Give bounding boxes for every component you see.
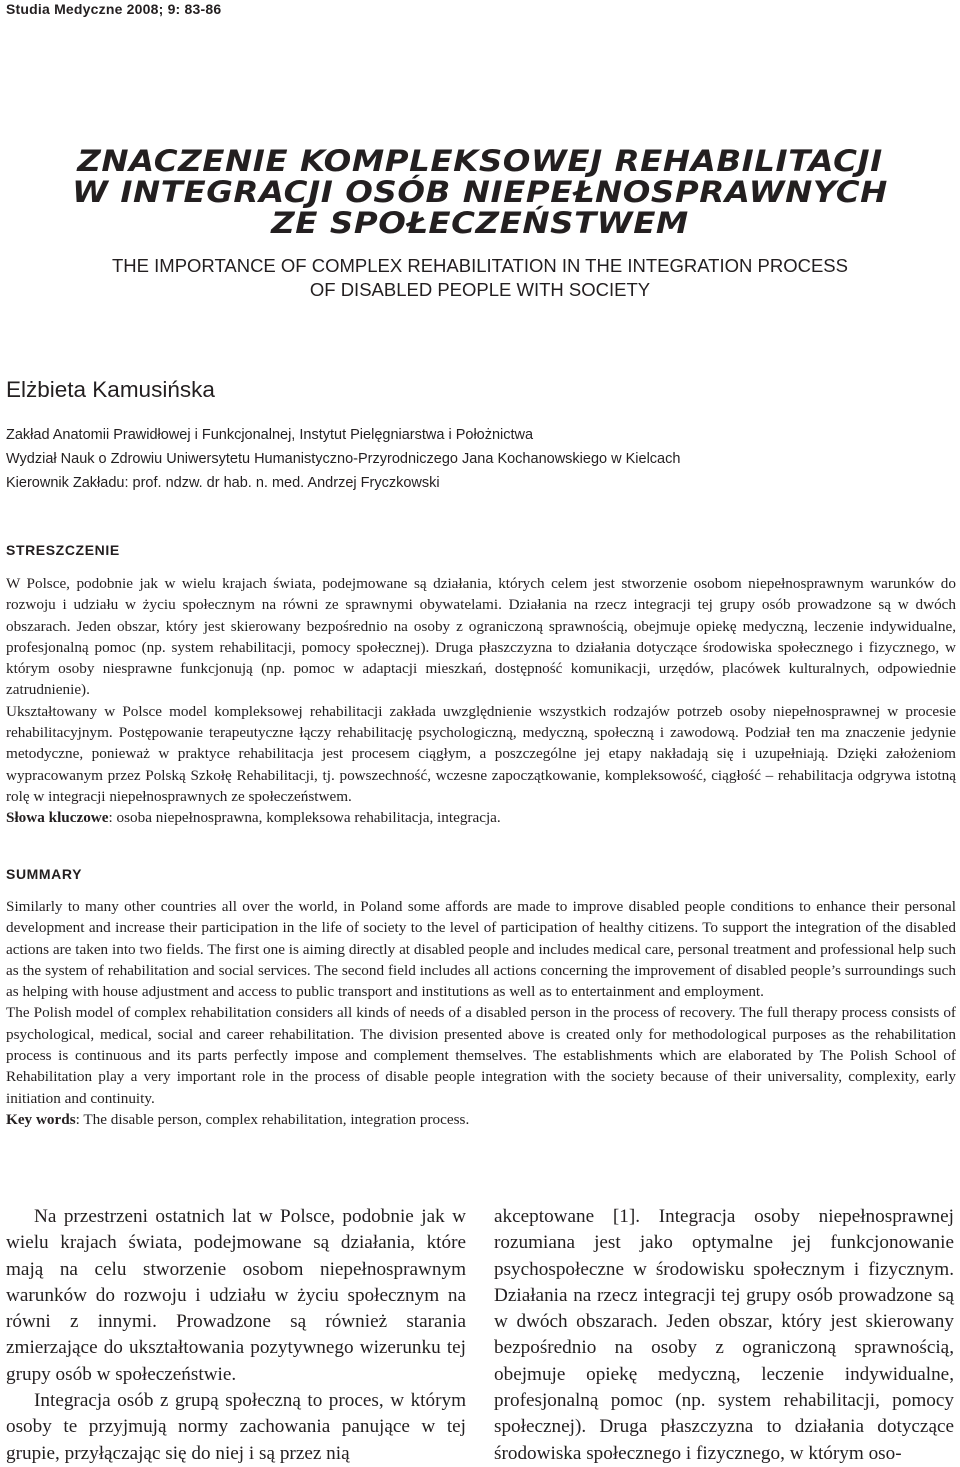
body-right-column: [494, 1204, 954, 1467]
english-title-line: OF DISABLED PEOPLE WITH SOCIETY: [309, 279, 651, 300]
abstract-paragraph: Similarly to many other countries all over the world, in Poland some affords are made to improve disabled people conditions to enhance their personal development and increase their participation in the life of society to the level of participation of healthy citizens. To support the integration of the disabled actions are taken into two fields. The first one is aiming directly at disabled people and includes medical care, personal treatment and professional help such as the system of rehabilitation and social services. The second field includes all actions concerning the improvement of disabled people’s surroundings such as helping with house adjustment and access to public transport and institutions as well as to entertainment and employment.: [6, 898, 956, 1001]
journal-header: Studia Medyczne 2008; 9: 83-86: [6, 1, 222, 17]
title-line: ZE SPOŁECZEŃSTWEM: [271, 206, 689, 240]
summary-heading: SUMMARY: [6, 866, 83, 882]
keywords-label: Słowa kluczowe: [6, 809, 109, 827]
body-paragraph: akceptowane [1]. Integracja osoby niepełnosprawnej rozumiana jest jako optymalne jej funkcjonowanie psychospołeczne w środowisku społecznym i fizycznym. Działania na rzecz integracji tej grupy osób prowadzone są w dwóch obszarach. Jeden obszar, który jest skierowany bezpośrednio na osoby z ograniczoną sprawnością, obejmuje opiekę medyczną, leczenie indywidualne, profesjonalną pomoc (np. system rehabilitacji, pomocy społecznej). Druga płaszczyzna to działania dotyczące środowiska społecznego i fizycznego, w którym oso-: [494, 1206, 954, 1464]
streszczenie-heading: STRESZCZENIE: [6, 542, 120, 558]
body-paragraph: Na przestrzeni ostatnich lat w Polsce, podobnie jak w wielu krajach świata, podejmowane są działania, które mają na celu stworzenie osobom niepełnosprawnym warunków do rozwoju i udziału w życiu społecznym na równi z innymi. Prowadzone są również starania zmierzające do ukształtowania pozytywnego wizerunku tej grupy osób w społeczeństwie.: [6, 1206, 466, 1385]
affiliation-line: Wydział Nauk o Zdrowiu Uniwersytetu Humanistyczno-Przyrodniczego Jana Kochanowskiego w Kielcach: [6, 451, 681, 467]
article-title: [0, 146, 960, 239]
abstract-paragraph: The Polish model of complex rehabilitation considers all kinds of needs of a disabled person in the process of recovery. The full therapy process consists of psychological, medical, social and career rehabilitation. The division presented above is created only for methodological purposes as the rehabilitation process is continuous and its parts perfectly impose and complement themselves. The establishments which are elaborated by The Polish School of Rehabilitation play a very important role in the process of disable people integration with the society because of their universality, complexity, early initiation and continuity.: [6, 1004, 956, 1107]
english-title-line: THE IMPORTANCE OF COMPLEX REHABILITATION IN THE INTEGRATION PROCESS: [112, 255, 848, 276]
author-affiliation: [6, 423, 680, 495]
keywords-text: : osoba niepełnosprawna, kompleksowa rehabilitacja, integracja.: [108, 809, 501, 827]
english-title: [0, 254, 960, 302]
keywords-text: : The disable person, complex rehabilitation, integration process.: [75, 1110, 470, 1128]
affiliation-line: Zakład Anatomii Prawidłowej i Funkcjonalnej, Instytut Pielęgniarstwa i Położnictwa: [6, 427, 534, 443]
title-line: W INTEGRACJI OSÓB NIEPEŁNOSPRAWNYCH: [72, 175, 888, 209]
body-paragraph: Integracja osób z grupą społeczną to proces, w którym osoby te przyjmują normy zachowania panujące w tej grupie, przyłączając się do niej i są przez nią: [6, 1390, 466, 1464]
affiliation-line: Kierownik Zakładu: prof. ndzw. dr hab. n. med. Andrzej Fryczkowski: [6, 475, 440, 491]
title-line: ZNACZENIE KOMPLEKSOWEJ REHABILITACJI: [77, 144, 883, 178]
author-name: Elżbieta Kamusińska: [6, 377, 215, 402]
keywords-line: [6, 1109, 956, 1130]
body-left-column: [6, 1204, 466, 1467]
keywords-label: Key words: [6, 1110, 76, 1128]
keywords-line: [6, 807, 956, 828]
abstract-paragraph: W Polsce, podobnie jak w wielu krajach świata, podejmowane są działania, których celem jest stworzenie osobom niepełnosprawnym warunków do rozwoju i udziału w życiu społecznym na równi ze sprawnymi obywatelami. Działania na rzecz integracji tej grupy osób prowadzone są w dwóch obszarach. Jeden obszar, który jest skierowany bezpośrednio na osoby z ograniczoną sprawnością, obejmuje opiekę medyczną, leczenie indywidualne, profesjonalną pomoc (np. system rehabilitacji, pomocy społecznej). Druga płaszczyzna to działania dotyczące środowiska społecznego i fizycznego, w którym osoby niesprawne funkcjonują (np. pomoc w adaptacji mieszkań, dostępność komunikacji, urzędów, placówek kulturalnych, odpowiednie zatrudnienie).: [6, 575, 956, 699]
abstract-paragraph: Ukształtowany w Polsce model kompleksowej rehabilitacji zakłada uwzględnienie wszystkich rodzajów potrzeb osoby niepełnosprawnej w procesie rehabilitacyjnym. Postępowanie terapeutyczne łączy rehabilitację psychologiczną, medyczną, społeczną i zawodową. Podział ten ma znaczenie jedynie metodyczne, ponieważ w praktyce rehabilitacja jest procesem ciągłym, a poszczególne jej etapy nakładają się i uzupełniają. Dzięki założeniom wypracowanym przez Polską Szkołę Rehabilitacji, tj. powszechność, wczesne zapoczątkowanie, kompleksowość, ciągłość – rehabilitacja odgrywa istotną rolę w integracji niepełnosprawnych ze społeczeństwem.: [6, 702, 956, 805]
streszczenie-abstract: [6, 573, 956, 829]
summary-abstract: [6, 896, 956, 1130]
